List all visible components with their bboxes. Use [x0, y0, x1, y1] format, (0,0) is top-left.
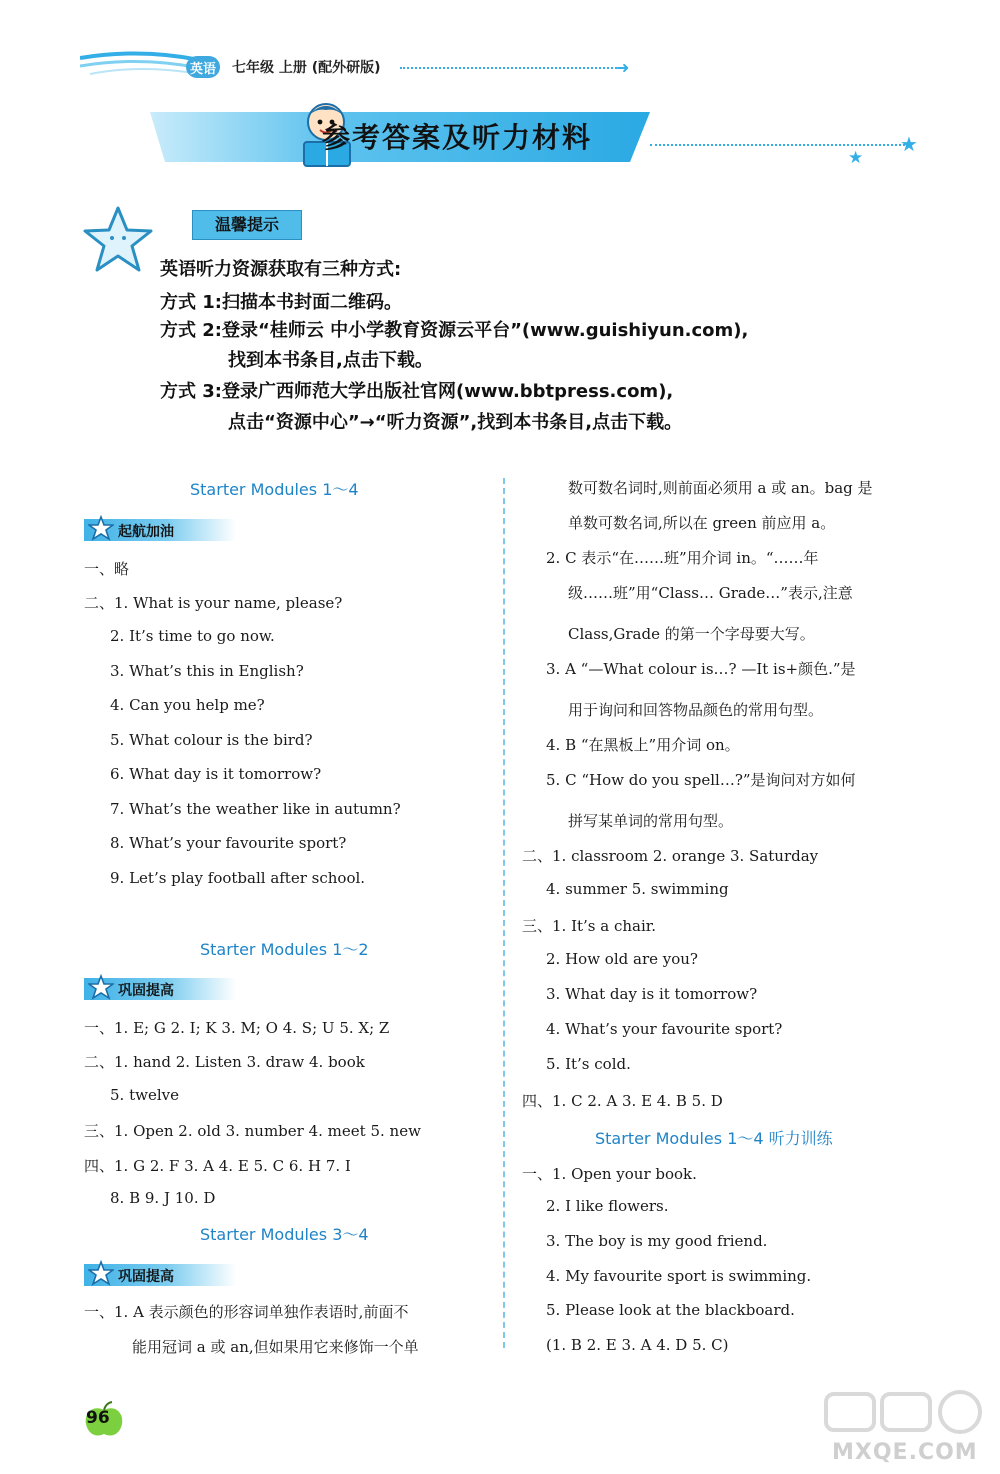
- answer-line: 用于询问和回答物品颜色的常用句型。: [568, 701, 824, 719]
- answer-line: 二、1. hand 2. Listen 3. draw 4. book: [84, 1053, 365, 1071]
- answer-line: 5. C “How do you spell…?”是询问对方如何: [546, 771, 856, 789]
- star-icon: ★: [900, 132, 918, 156]
- answer-line: 3. What’s this in English?: [110, 662, 304, 680]
- answer-line: 三、1. Open 2. old 3. number 4. meet 5. new: [84, 1122, 421, 1140]
- answer-line: 二、1. classroom 2. orange 3. Saturday: [522, 847, 819, 865]
- book-info: 七年级 上册 (配外研版): [232, 60, 381, 76]
- answer-line: 7. What’s the weather like in autumn?: [110, 800, 401, 818]
- answer-line: 2. I like flowers.: [546, 1197, 669, 1215]
- answer-line: 6. What day is it tomorrow?: [110, 765, 322, 783]
- header-swoosh-decoration: [80, 48, 200, 78]
- section-star-icon: [88, 515, 114, 541]
- watermark-text: MXQE.COM: [832, 1440, 978, 1465]
- answer-line: 5. It’s cold.: [546, 1055, 631, 1073]
- answer-line: 4. What’s your favourite sport?: [546, 1020, 783, 1038]
- answer-line: 一、1. E; G 2. I; K 3. M; O 4. S; U 5. X; Z: [84, 1019, 390, 1037]
- tip-line: 方式 1:扫描本书封面二维码。: [160, 292, 402, 313]
- answer-line: 8. B 9. J 10. D: [110, 1189, 216, 1207]
- answer-line: 级……班”用“Class… Grade…”表示,注意: [568, 584, 853, 602]
- answer-line: 4. My favourite sport is swimming.: [546, 1267, 812, 1285]
- answer-line: 拼写某单词的常用句型。: [568, 812, 734, 830]
- subject-badge: 英语: [186, 56, 220, 78]
- section-title: Starter Modules 1～4: [190, 480, 359, 499]
- tip-line: 找到本书条目,点击下载。: [228, 350, 433, 371]
- answer-line: 9. Let’s play football after school.: [110, 869, 366, 887]
- tip-line: 点击“资源中心”→“听力资源”,找到本书条目,点击下载。: [228, 412, 683, 433]
- answer-line: 5. What colour is the bird?: [110, 731, 313, 749]
- section-title: Starter Modules 1～4 听力训练: [595, 1129, 833, 1148]
- answer-line: 数可数名词时,则前面必须用 a 或 an。bag 是: [568, 479, 873, 497]
- section-bar: [84, 519, 236, 541]
- star-icon: ★: [848, 148, 864, 168]
- answer-line: 四、1. C 2. A 3. E 4. B 5. D: [522, 1092, 723, 1110]
- section-bar-label: 巩固提高: [118, 1269, 174, 1285]
- answer-line: 单数可数名词,所以在 green 前应用 a。: [568, 514, 836, 532]
- section-bar-label: 起航加油: [118, 524, 174, 540]
- section-title: Starter Modules 3～4: [200, 1225, 369, 1244]
- answer-line: 一、1. A 表示颜色的形容词单独作表语时,前面不: [84, 1303, 409, 1321]
- banner-dotted-line: [650, 144, 905, 146]
- section-title: Starter Modules 1～2: [200, 940, 369, 959]
- answer-line: 一、1. Open your book.: [522, 1165, 697, 1183]
- section-star-icon: [88, 974, 114, 1000]
- column-divider: [503, 478, 505, 1348]
- answer-line: 3. A “—What colour is…? —It is+颜色.”是: [546, 660, 856, 678]
- page-number: 96: [86, 1408, 110, 1428]
- section-bar-label: 巩固提高: [118, 983, 174, 999]
- answer-line: 三、1. It’s a chair.: [522, 917, 657, 935]
- answer-line: 二、1. What is your name, please?: [84, 594, 343, 612]
- section-star-icon: [88, 1260, 114, 1286]
- answer-line: 4. B “在黑板上”用介词 on。: [546, 736, 740, 754]
- answer-line: 2. C 表示“在……班”用介词 in。“……年: [546, 549, 819, 567]
- answer-line: 5. twelve: [110, 1086, 179, 1104]
- page-title: 参考答案及听力材料: [322, 121, 593, 154]
- header-dotted-line: [400, 67, 620, 69]
- answer-line: 3. What day is it tomorrow?: [546, 985, 758, 1003]
- tip-line: 方式 2:登录“桂师云 中小学教育资源云平台”(www.guishiyun.com),: [160, 320, 749, 341]
- answer-line: 5. Please look at the blackboard.: [546, 1301, 795, 1319]
- answer-line: 四、1. G 2. F 3. A 4. E 5. C 6. H 7. I: [84, 1157, 351, 1175]
- tip-line: 方式 3:登录广西师范大学出版社官网(www.bbtpress.com),: [160, 381, 674, 402]
- tip-line: 英语听力资源获取有三种方式:: [160, 259, 402, 280]
- answer-line: 2. It’s time to go now.: [110, 627, 275, 645]
- answer-line: 3. The boy is my good friend.: [546, 1232, 768, 1250]
- answer-line: 能用冠词 a 或 an,但如果用它来修饰一个单: [132, 1338, 419, 1356]
- answer-line: 一、略: [84, 560, 130, 578]
- answer-line: (1. B 2. E 3. A 4. D 5. C): [546, 1336, 729, 1354]
- answer-line: 4. Can you help me?: [110, 696, 265, 714]
- tip-label: 温馨提示: [192, 210, 302, 240]
- answer-line: 4. summer 5. swimming: [546, 880, 729, 898]
- section-bar: [84, 1264, 236, 1286]
- answer-line: Class,Grade 的第一个字母要大写。: [568, 625, 815, 643]
- big-star-icon: [82, 204, 154, 274]
- answer-line: 2. How old are you?: [546, 950, 698, 968]
- answer-line: 8. What’s your favourite sport?: [110, 834, 347, 852]
- section-bar: [84, 978, 236, 1000]
- arrow-right-icon: ➜: [616, 58, 630, 77]
